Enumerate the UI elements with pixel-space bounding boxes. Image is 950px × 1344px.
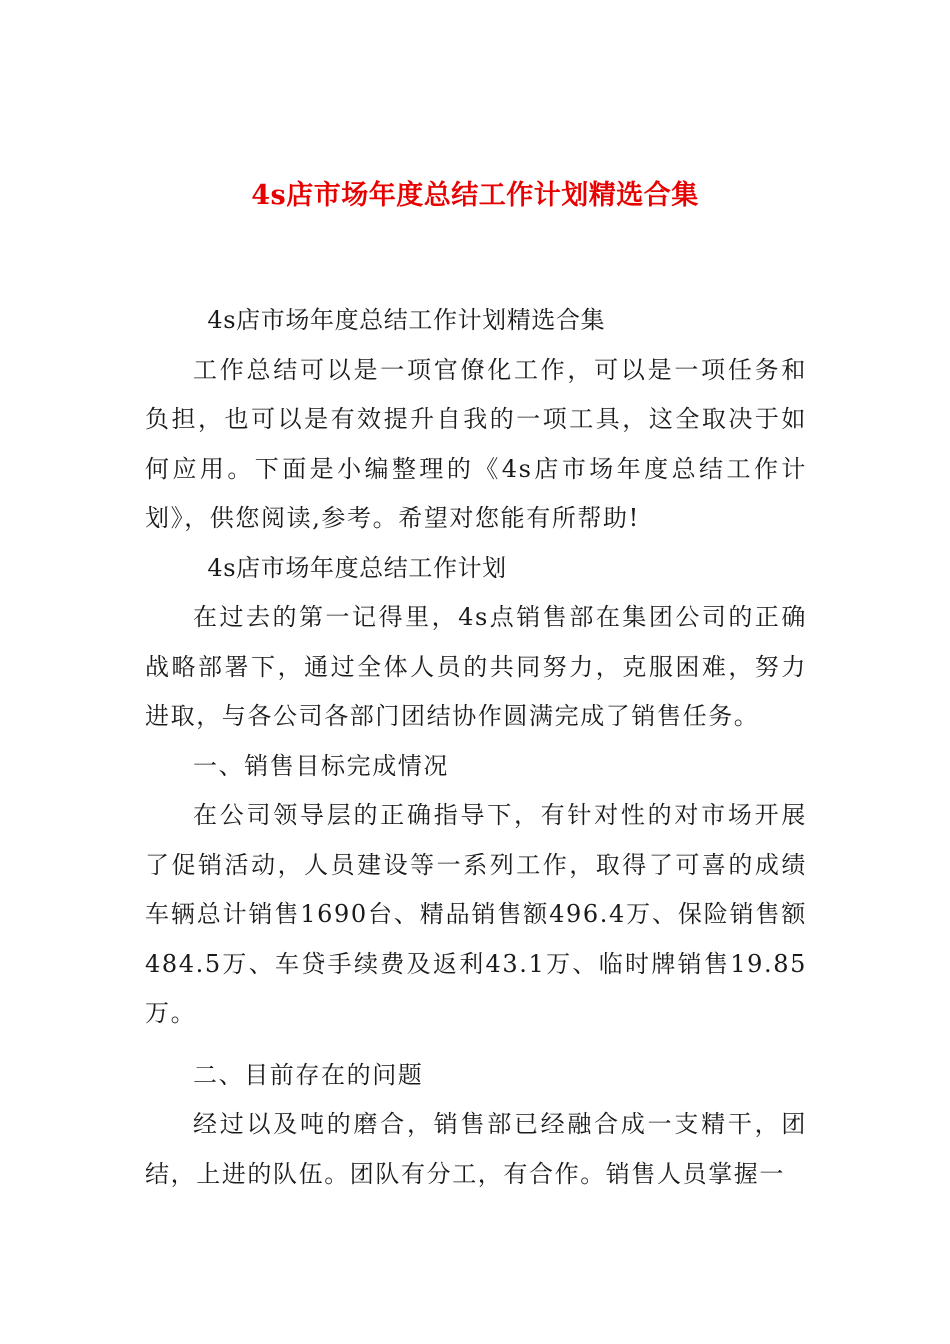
intro-paragraph: 工作总结可以是一项官僚化工作，可以是一项任务和负担，也可以是有效提升自我的一项工具，这全取决于如何应用。下面是小编整理的《4s店市场年度总结工作计划》，供您阅读,参考。希望对您能有所帮助! bbox=[145, 355, 807, 532]
document-title: 4s店市场年度总结工作计划精选合集 bbox=[251, 180, 699, 211]
subtitle-paragraph: 4s店市场年度总结工作计划精选合集 bbox=[207, 306, 606, 334]
section-title: 4s店市场年度总结工作计划 bbox=[207, 553, 507, 582]
sales-results-paragraph: 在公司领导层的正确指导下，有针对性的对市场开展了促销活动，人员建设等一系列工作，取得了可喜的成绩车辆总计销售1690台、精品销售额496.4万、保险销售额484.5万、车贷手续费及返利43.1万、临时牌销售19.85万。 bbox=[145, 801, 807, 1027]
summary-paragraph: 在过去的第一记得里，4s点销售部在集团公司的正确战略部署下，通过全体人员的共同努力，克服困难，努力进取，与各公司各部门团结协作圆满完成了销售任务。 bbox=[145, 603, 807, 730]
team-paragraph: 经过以及吨的磨合，销售部已经融合成一支精干，团结，上进的队伍。团队有分工，有合作。销售人员掌握一 bbox=[145, 1110, 807, 1188]
document-body bbox=[145, 296, 807, 1199]
heading-current-problems: 二、目前存在的问题 bbox=[193, 1060, 424, 1089]
heading-sales-targets: 一、销售目标完成情况 bbox=[193, 751, 449, 780]
